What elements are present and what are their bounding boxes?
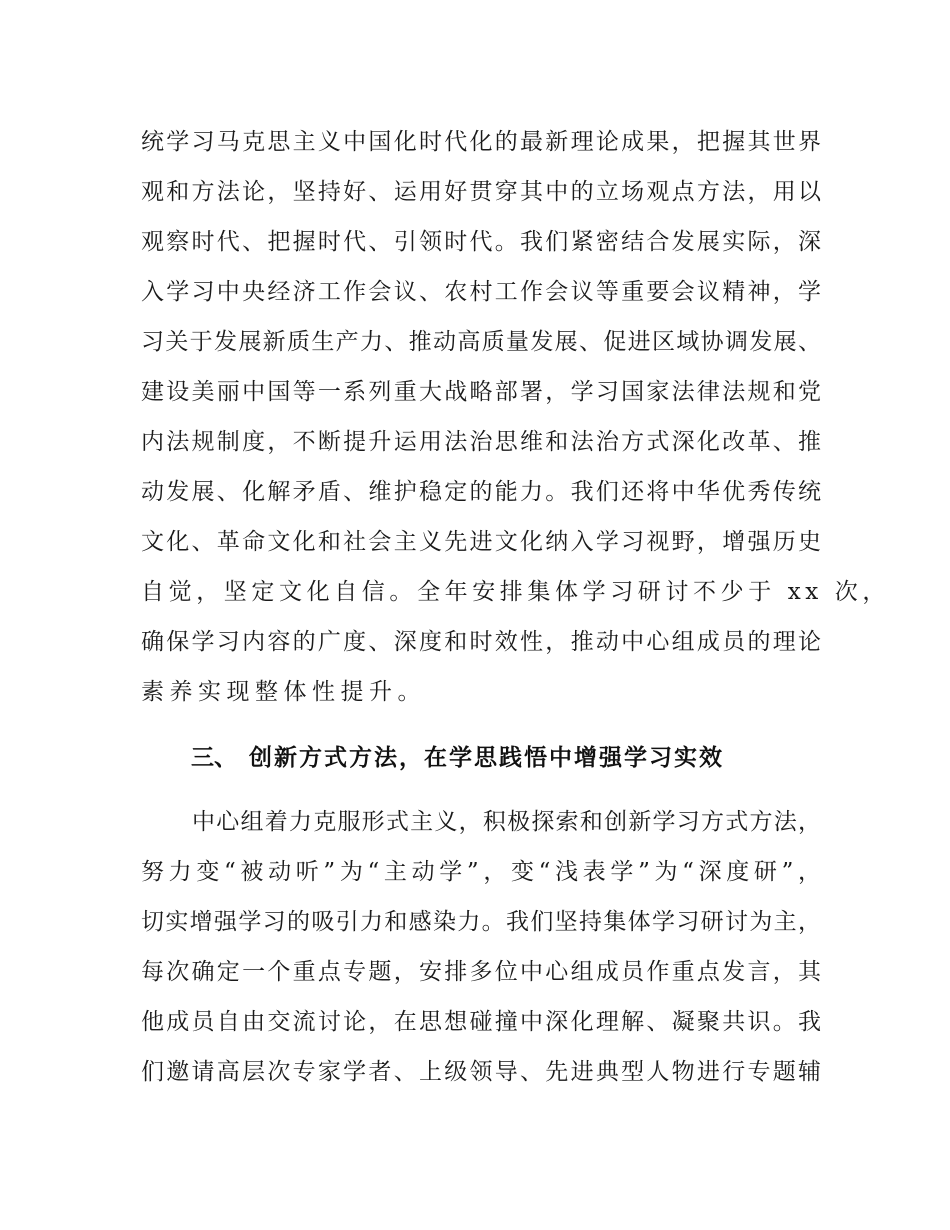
paragraph-line: 内法规制度，不断提升运用法治思维和法治方式深化改革、推: [141, 429, 821, 455]
paragraph-line: 每次确定一个重点专题，安排多位中心组成员作重点发言，其: [141, 959, 821, 985]
paragraph-line: 中心组着力克服形式主义，积极探索和创新学习方式方法，: [192, 809, 821, 835]
paragraph-line: 观和方法论，坚持好、运用好贯穿其中的立场观点方法，用以: [141, 179, 821, 205]
paragraph-line: 入学习中央经济工作会议、农村工作会议等重要会议精神，学: [141, 279, 821, 305]
paragraph-line: 动发展、化解矛盾、维护稳定的能力。我们还将中华优秀传统: [141, 479, 821, 505]
paragraph-line: 努力变“被动听”为“主动学”，变“浅表学”为“深度研”，: [141, 859, 821, 885]
section-heading: [191, 742, 724, 774]
section-title: 创新方式方法，在学思践悟中增强学习实效: [249, 745, 724, 771]
paragraph-line: 习关于发展新质生产力、推动高质量发展、促进区域协调发展、: [141, 329, 821, 355]
paragraph-line: 们邀请高层次专家学者、上级领导、先进典型人物进行专题辅: [141, 1059, 821, 1085]
paragraph-line: 文化、革命文化和社会主义先进文化纳入学习视野，增强历史: [141, 529, 821, 555]
paragraph-line: 建设美丽中国等一系列重大战略部署，学习国家法律法规和党: [141, 379, 821, 405]
paragraph-line: 观察时代、把握时代、引领时代。我们紧密结合发展实际，深: [141, 229, 821, 255]
paragraph-line: 确保学习内容的广度、深度和时效性，推动中心组成员的理论: [141, 629, 821, 655]
section-number: 三、: [191, 745, 237, 771]
paragraph-line: 统学习马克思主义中国化时代化的最新理论成果，把握其世界: [141, 129, 821, 155]
paragraph-line: 他成员自由交流讨论，在思想碰撞中深化理解、凝聚共识。我: [141, 1009, 821, 1035]
paragraph-line: 自觉，坚定文化自信。全年安排集体学习研讨不少于 xx 次，: [141, 579, 890, 605]
paragraph-line: 切实增强学习的吸引力和感染力。我们坚持集体学习研讨为主，: [141, 909, 821, 935]
paragraph-line: 素养实现整体性提升。: [141, 679, 426, 705]
